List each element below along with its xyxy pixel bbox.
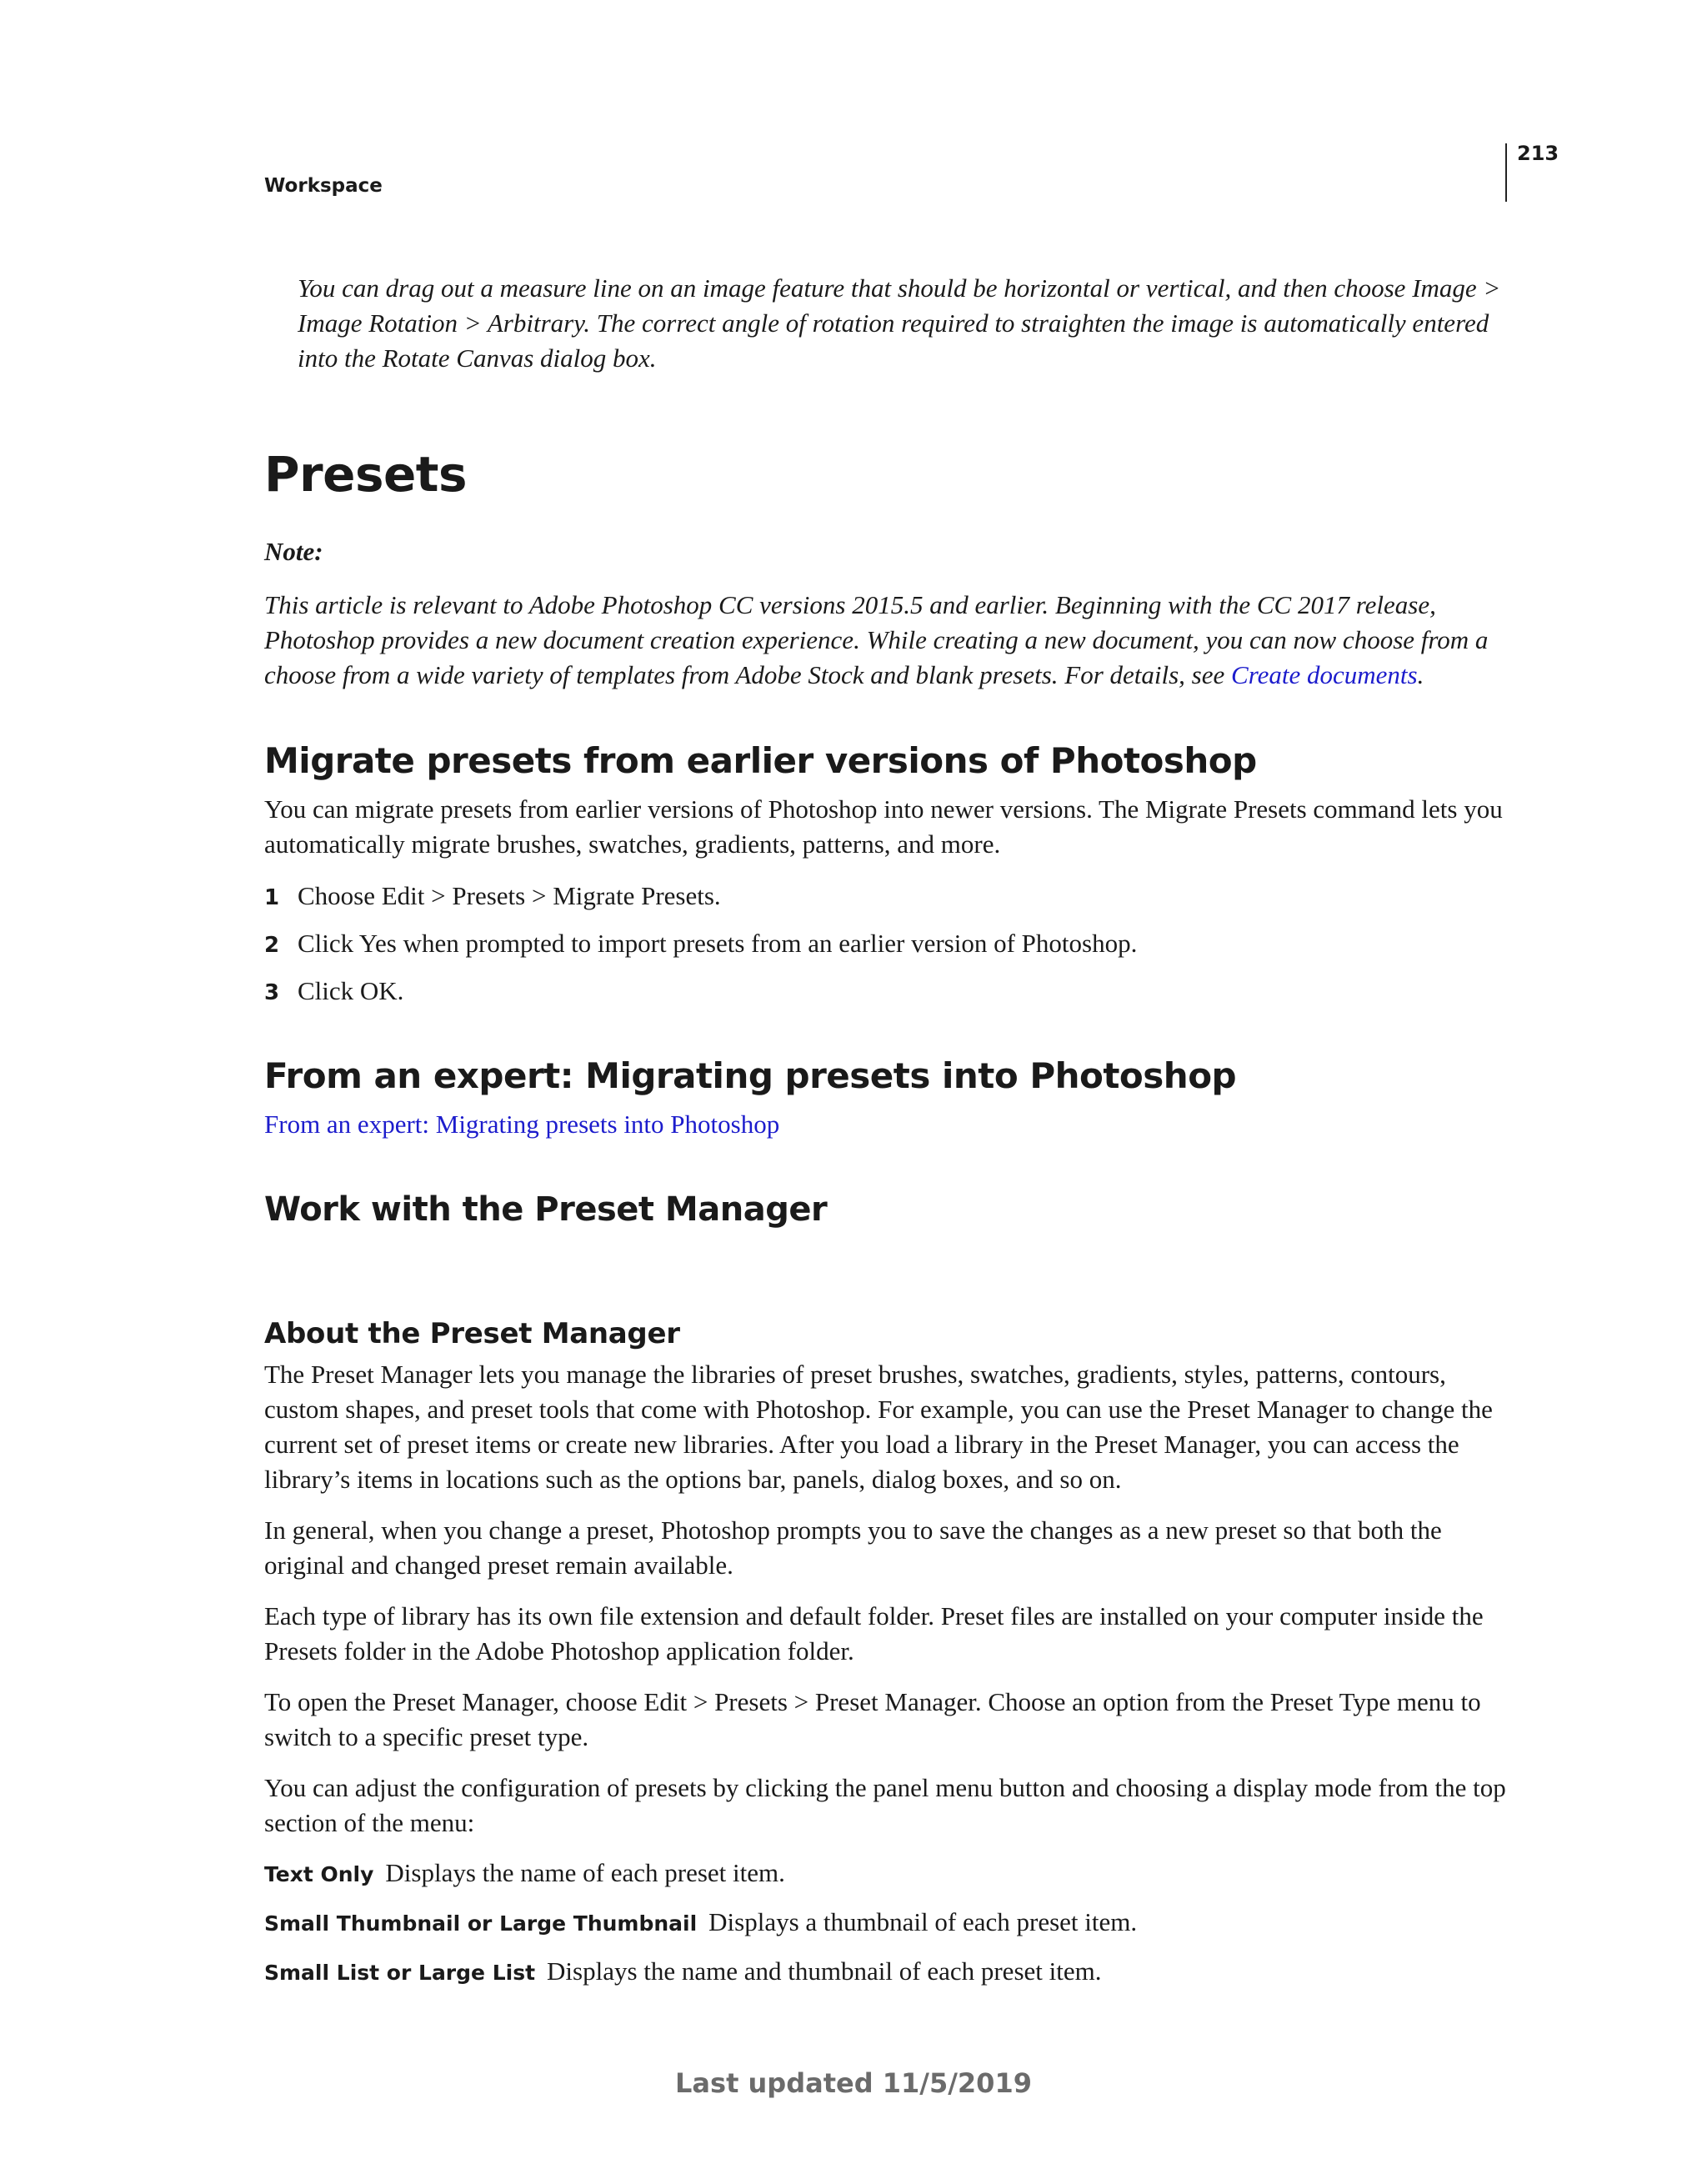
step-number: 1 <box>264 885 280 910</box>
step-text: Click Yes when prompted to import presets from an earlier version of Photoshop. <box>298 929 1138 958</box>
paragraph: In general, when you change a preset, Photoshop prompts you to save the changes as a new preset so that both the original and changed preset remain available. <box>264 1515 1442 1580</box>
definition-item <box>264 1905 1506 1941</box>
preset-manager-heading: Work with the Preset Manager <box>264 1190 828 1229</box>
about-preset-manager-heading: About the Preset Manager <box>264 1317 680 1350</box>
create-documents-link[interactable]: Create documents <box>1231 660 1418 689</box>
paragraph: You can adjust the configuration of presets by clicking the panel menu button and choosing a display mode from the top section of the menu: <box>264 1773 1506 1837</box>
definition-text: Displays the name and thumbnail of each preset item. <box>547 1956 1102 1986</box>
page-title: Presets <box>264 446 468 503</box>
step-text: Click OK. <box>298 976 404 1005</box>
step-item <box>264 974 1506 1010</box>
expert-video-link[interactable]: From an expert: Migrating presets into Photoshop <box>264 1110 780 1139</box>
definition-text: Displays a thumbnail of each preset item. <box>708 1907 1138 1936</box>
paragraph: Each type of library has its own file extension and default folder. Preset files are installed on your computer inside the Presets folder in the Adobe Photoshop application folder. <box>264 1601 1484 1666</box>
definition-term: Small Thumbnail or Large Thumbnail <box>264 1911 698 1936</box>
page-number: 213 <box>1517 142 1559 165</box>
paragraph: To open the Preset Manager, choose Edit > Presets > Preset Manager. Choose an option from the Preset Type menu to switch to a specific preset type. <box>264 1687 1481 1751</box>
definition-term: Text Only <box>264 1862 374 1886</box>
migrate-intro: You can migrate presets from earlier versions of Photoshop into newer versions. The Migrate Presets command lets you automatically migrate brushes, swatches, gradients, patterns, and more. <box>264 794 1503 859</box>
step-item <box>264 926 1506 963</box>
expert-heading: From an expert: Migrating presets into Photoshop <box>264 1055 1237 1096</box>
note-body: This article is relevant to Adobe Photoshop CC versions 2015.5 and earlier. Beginning with the CC 2017 release, Photoshop provides a new document creation experience. While creating a new document, you can now choose from a choose from a wide variety of templates from Adobe Stock and blank presets. For details, see <box>264 590 1489 689</box>
step-text: Choose Edit > Presets > Migrate Presets. <box>298 881 721 910</box>
page-number-rule <box>1505 143 1507 202</box>
paragraph: The Preset Manager lets you manage the libraries of preset brushes, swatches, gradients, styles, patterns, contours, custom shapes, and preset tools that come with Photoshop. For example, you can use the Preset Manager to change the current set of preset items or create new libraries. After you load a library in the Preset Manager, you can access the library’s items in locations such as the options bar, panels, dialog boxes, and so on. <box>264 1360 1493 1494</box>
note-label: Note: <box>264 537 323 566</box>
definition-item <box>264 1954 1506 1991</box>
tip-text: You can drag out a measure line on an image feature that should be horizontal or vertical, and then choose Image > Image Rotation > Arbitrary. The correct angle of rotation required to straighten the image is automatically entered into the Rotate Canvas dialog box. <box>298 273 1501 373</box>
definition-term: Small List or Large List <box>264 1961 536 1985</box>
definition-text: Displays the name of each preset item. <box>385 1858 785 1887</box>
step-number: 2 <box>264 933 280 958</box>
footer-last-updated: Last updated 11/5/2019 <box>675 2067 1032 2099</box>
migrate-heading: Migrate presets from earlier versions of Photoshop <box>264 740 1257 781</box>
step-item <box>264 879 1506 915</box>
running-header: Workspace <box>264 175 383 197</box>
note-text <box>264 588 1506 693</box>
definition-item <box>264 1856 1506 1892</box>
note-end: . <box>1417 660 1424 689</box>
step-number: 3 <box>264 980 280 1005</box>
